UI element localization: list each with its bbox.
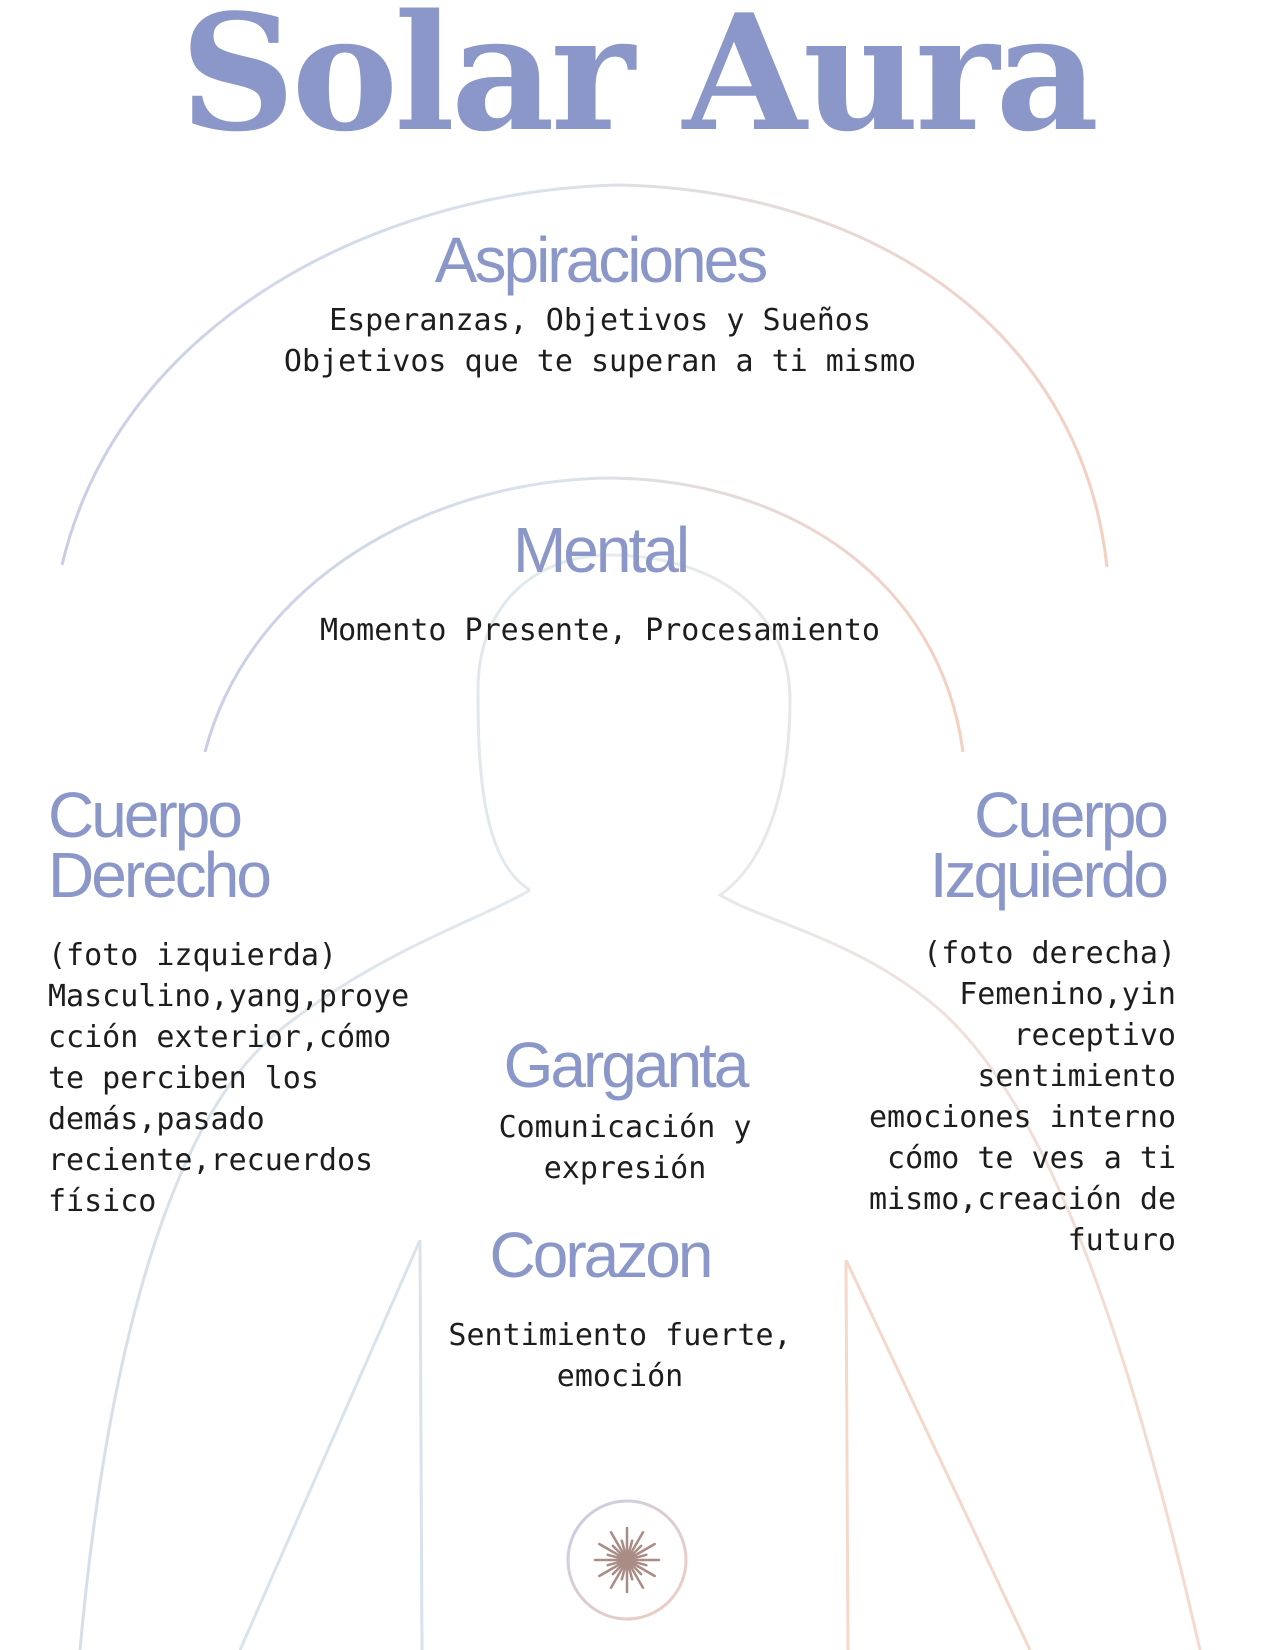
cuerpo-izquierdo-line: receptivo bbox=[1013, 1018, 1176, 1053]
mental-text bbox=[200, 610, 1000, 651]
aspiraciones-text bbox=[200, 300, 1000, 382]
cuerpo-derecho-heading bbox=[48, 779, 488, 911]
corazon-line: emoción bbox=[556, 1359, 684, 1394]
cuerpo-derecho-line: Masculino,yang,proye bbox=[48, 979, 410, 1014]
aspiraciones-line: Objetivos que te superan a ti mismo bbox=[283, 344, 917, 379]
mental-heading: Mental bbox=[512, 514, 688, 586]
heading-line: Cuerpo bbox=[48, 779, 240, 851]
section-cuerpo-derecho bbox=[48, 779, 488, 1222]
section-aspiraciones bbox=[200, 224, 1000, 382]
section-garganta bbox=[465, 1029, 785, 1189]
heading-line: Cuerpo bbox=[974, 779, 1166, 851]
aspiraciones-heading: Aspiraciones bbox=[434, 224, 766, 296]
garganta-line: expresión bbox=[543, 1151, 707, 1186]
cuerpo-izquierdo-line: (foto derecha) bbox=[923, 936, 1176, 971]
cuerpo-izquierdo-line: mismo,creación de bbox=[868, 1182, 1176, 1217]
corazon-heading: Corazon bbox=[489, 1219, 711, 1291]
cuerpo-derecho-line: demás,pasado bbox=[48, 1102, 265, 1137]
cuerpo-derecho-line: cción exterior,cómo bbox=[48, 1020, 392, 1055]
cuerpo-izquierdo-line: cómo te ves a ti bbox=[887, 1141, 1176, 1176]
right-leg-shape bbox=[846, 1260, 1030, 1650]
mental-line: Momento Presente, Procesamiento bbox=[320, 613, 880, 648]
corazon-line: Sentimiento fuerte, bbox=[448, 1318, 792, 1353]
heading-line: Derecho bbox=[48, 839, 269, 911]
cuerpo-derecho-text bbox=[48, 935, 488, 1222]
page-title: Solar Aura bbox=[179, 0, 1096, 167]
garganta-heading: Garganta bbox=[503, 1029, 747, 1101]
cuerpo-derecho-line: reciente,recuerdos bbox=[48, 1143, 374, 1178]
cuerpo-derecho-line: físico bbox=[48, 1184, 157, 1219]
garganta-line: Comunicación y bbox=[498, 1110, 752, 1145]
section-cuerpo-izquierdo bbox=[776, 779, 1176, 1261]
sun-star-icon bbox=[568, 1501, 686, 1619]
corazon-text bbox=[410, 1315, 830, 1397]
cuerpo-derecho-line: te perciben los bbox=[48, 1061, 319, 1096]
cuerpo-izquierdo-heading bbox=[776, 779, 1166, 911]
section-mental bbox=[200, 514, 1000, 651]
section-corazon bbox=[410, 1219, 830, 1397]
cuerpo-izquierdo-text bbox=[776, 933, 1176, 1261]
cuerpo-izquierdo-line: futuro bbox=[1067, 1223, 1176, 1258]
garganta-text bbox=[465, 1107, 785, 1189]
cuerpo-derecho-line: (foto izquierda) bbox=[48, 938, 337, 973]
heading-line: Izquierdo bbox=[929, 839, 1166, 911]
left-leg-shape bbox=[240, 1240, 422, 1650]
aspiraciones-line: Esperanzas, Objetivos y Sueños bbox=[329, 303, 871, 338]
cuerpo-izquierdo-line: sentimiento bbox=[977, 1059, 1176, 1094]
cuerpo-izquierdo-line: Femenino,yin bbox=[959, 977, 1176, 1012]
cuerpo-izquierdo-line: emociones interno bbox=[868, 1100, 1176, 1135]
